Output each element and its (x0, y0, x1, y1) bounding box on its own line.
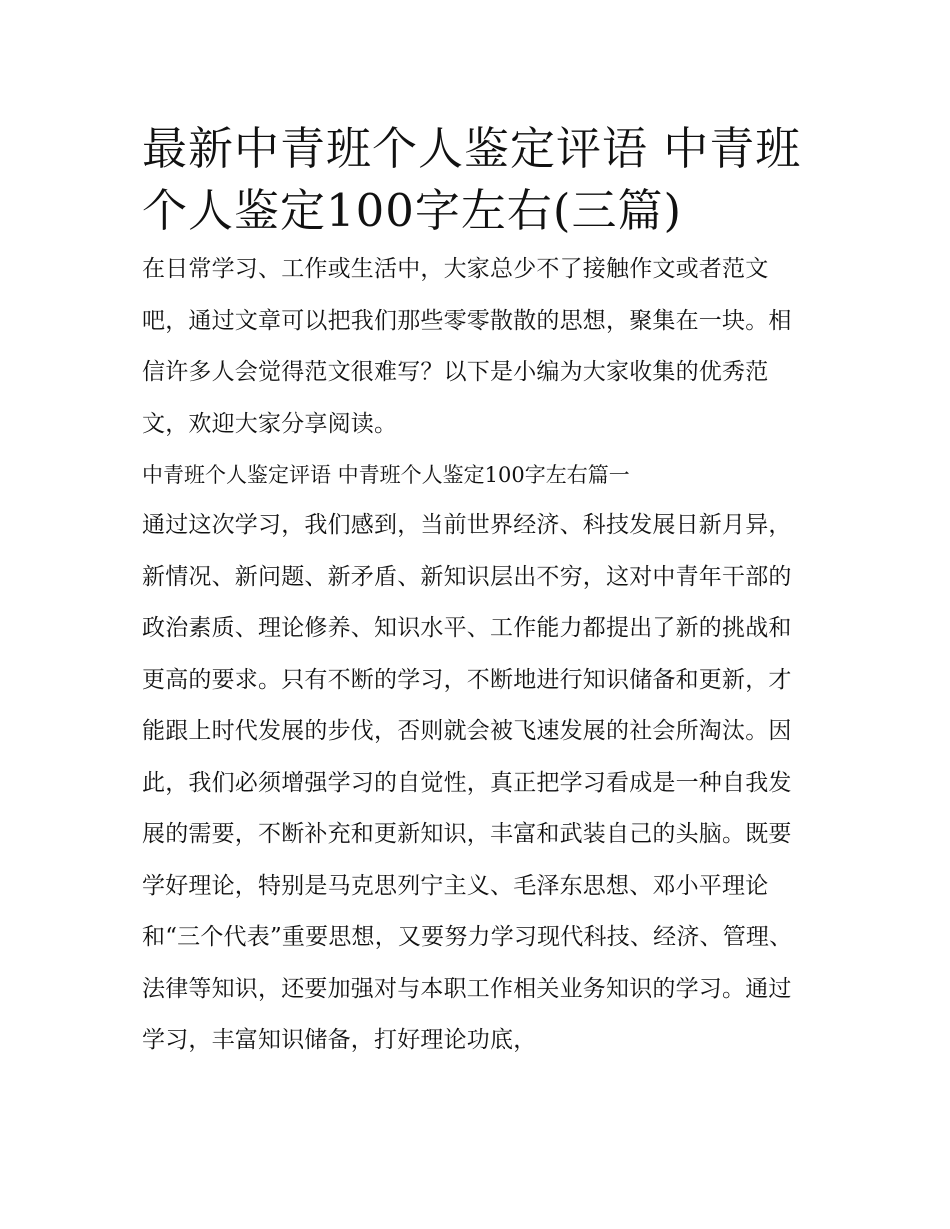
section-heading: 中青班个人鉴定评语 中青班个人鉴定100字左右篇一 (142, 463, 630, 487)
document-title: 最新中青班个人鉴定评语 中青班个人鉴定100字左右(三篇) (142, 122, 802, 237)
section-body-paragraph: 通过这次学习，我们感到，当前世界经济、科技发展日新月异，新情况、新问题、新矛盾、新知识层出不穷，这对中青年干部的政治素质、理论修养、知识水平、工作能力都提出了新的挑战和更高的要求。只有不断的学习，不断地进行知识储备和更新，才能跟上时代发展的步伐，否则就会被飞速发展的社会所淘汰。因此，我们必须增强学习的自觉性，真正把学习看成是一种自我发展的需要，不断补充和更新知识，丰富和武装自己的头脑。既要学好理论，特别是马克思列宁主义、毛泽东思想、邓小平理论和“三个代表”重要思想，又要努力学习现代科技、经济、管理、法律等知识，还要加强对与本职工作相关业务知识的学习。通过学习，丰富知识储备，打好理论功底， (142, 512, 793, 1053)
document-content (142, 118, 814, 1067)
intro-paragraph: 在日常学习、工作或生活中，大家总少不了接触作文或者范文吧，通过文章可以把我们那些零零散散的思想，聚集在一块。相信许多人会觉得范文很难写？以下是小编为大家收集的优秀范文，欢迎大家分享阅读。 (142, 256, 792, 437)
